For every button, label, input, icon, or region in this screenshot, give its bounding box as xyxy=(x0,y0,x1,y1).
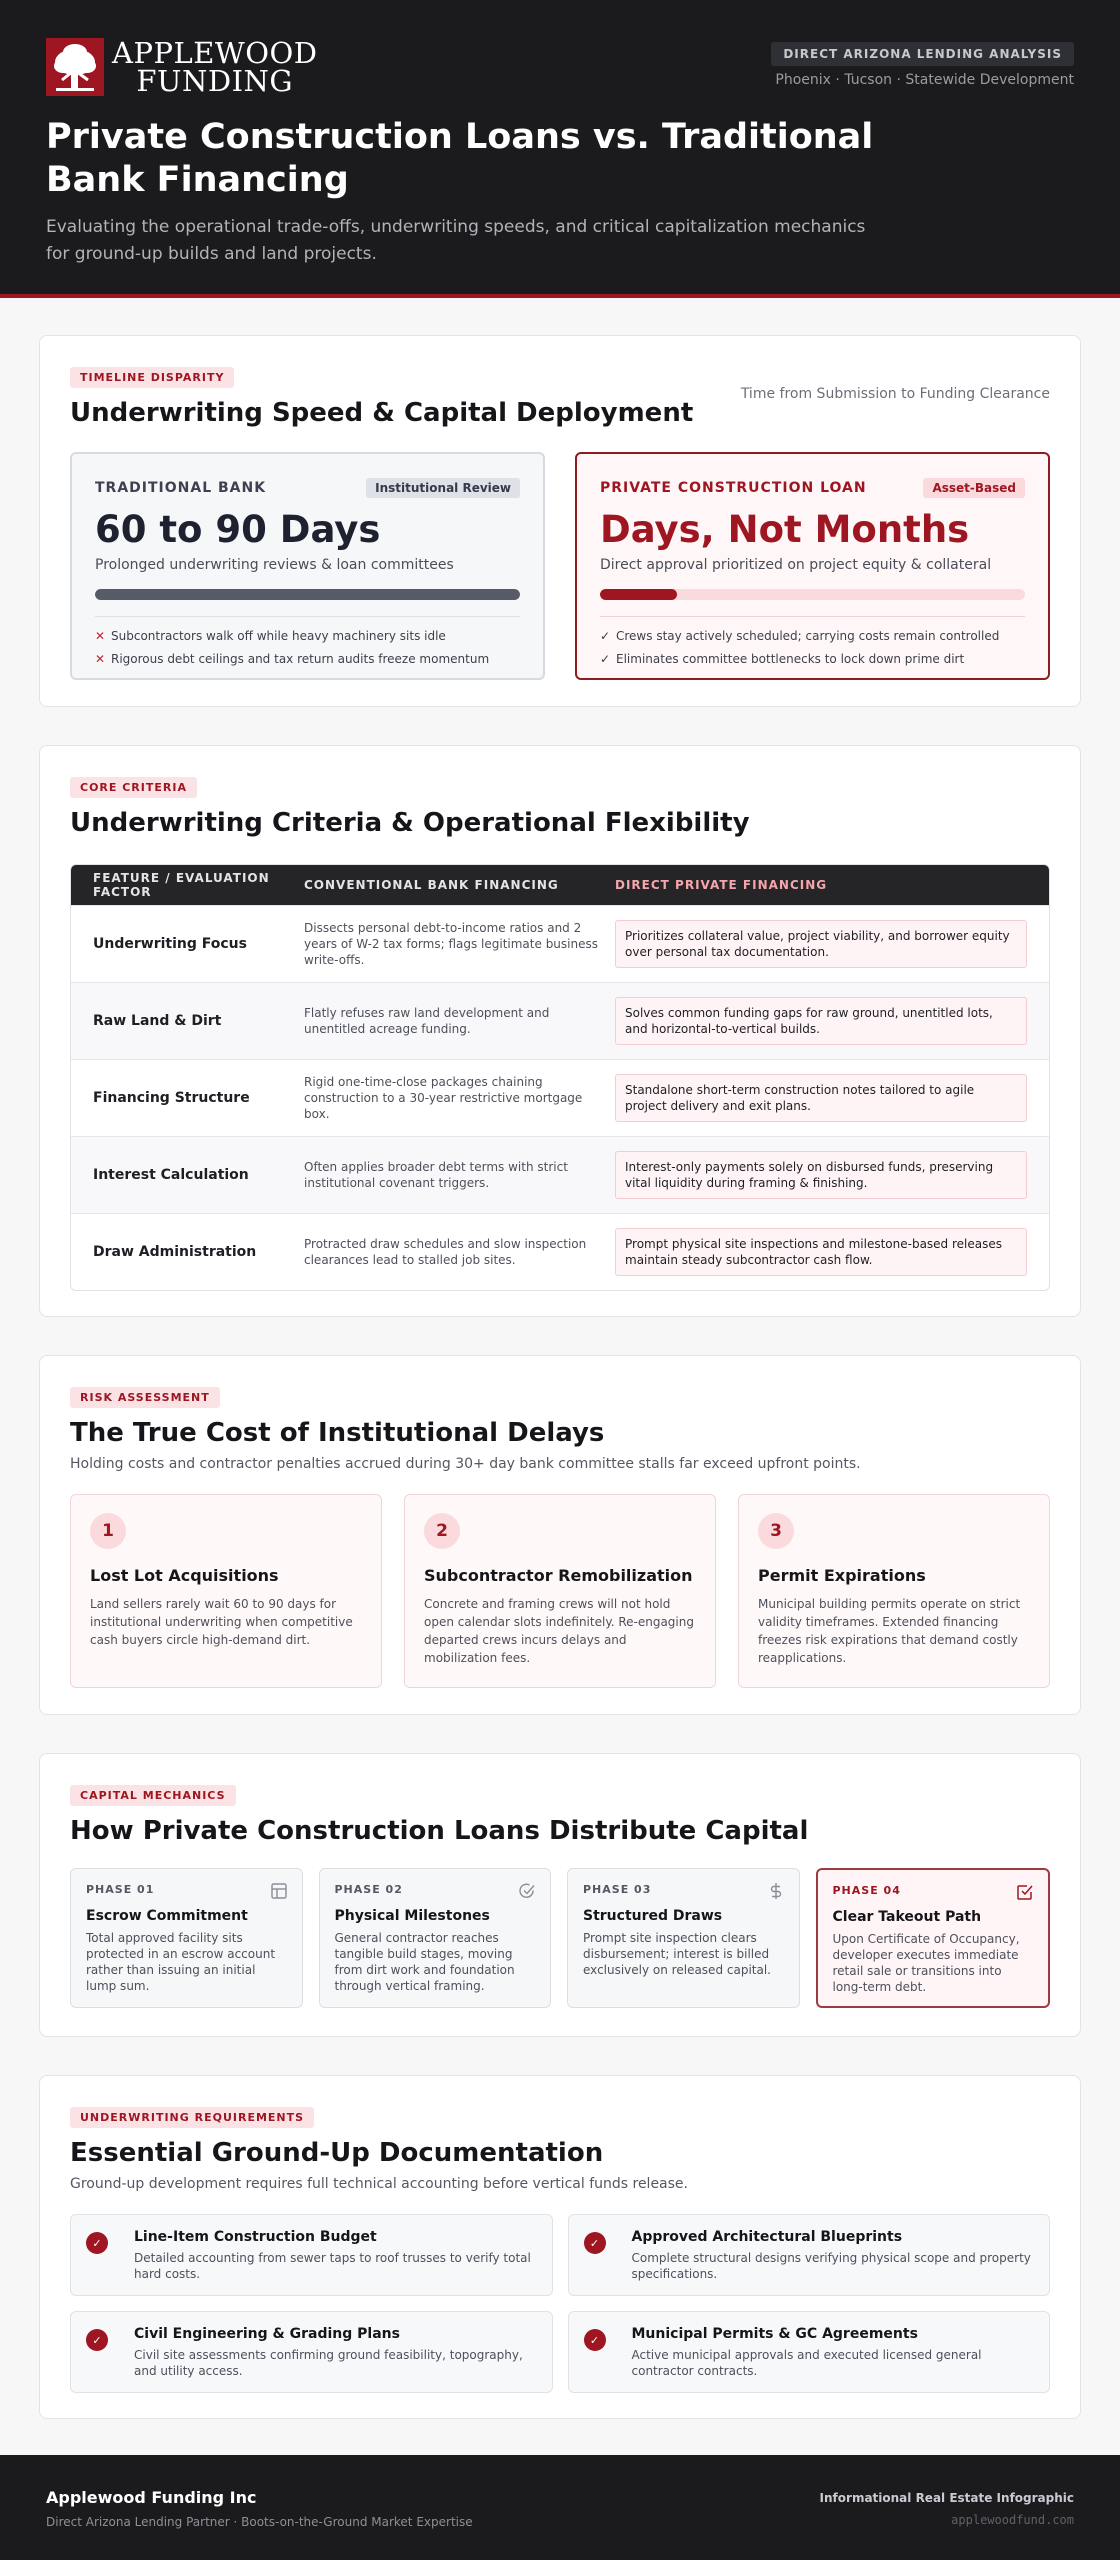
section-title: Essential Ground-Up Documentation xyxy=(70,2138,604,2168)
x-icon: ✕ xyxy=(95,652,106,666)
capital-section xyxy=(39,1753,1081,2037)
divider xyxy=(95,616,520,617)
private-timeline-card xyxy=(575,452,1050,680)
check-icon: ✓ xyxy=(600,629,611,643)
column-header: CONVENTIONAL BANK FINANCING xyxy=(304,878,559,892)
bank-timeline-card xyxy=(70,452,545,680)
private-cell: Prompt physical site inspections and milestone-based releases maintain steady subcontractor cash flow. xyxy=(615,1228,1027,1276)
private-cell: Interest-only payments solely on disbursed funds, preserving vital liquidity during framing & finishing. xyxy=(615,1151,1027,1199)
column-header: DIRECT PRIVATE FINANCING xyxy=(615,878,828,892)
bank-cell: Flatly refuses raw land development and unentitled acreage funding. xyxy=(304,1006,550,1036)
footer-tagline: Direct Arizona Lending Partner · Boots-on-the-Ground Market Expertise xyxy=(46,2515,473,2529)
bank-label: TRADITIONAL BANK xyxy=(95,480,267,496)
divider xyxy=(600,616,1025,617)
phase-card xyxy=(319,1868,552,2008)
phase-card-active xyxy=(816,1868,1051,2008)
check-icon: ✓ xyxy=(584,2329,606,2351)
doc-title: Line-Item Construction Budget xyxy=(134,2229,377,2245)
risk-text: Land sellers rarely wait 60 to 90 days for institutional underwriting when competitive cash buyers circle high-demand dirt. xyxy=(90,1597,353,1647)
section-description: Holding costs and contractor penalties accrued during 30+ day bank committee stalls far exceed upfront points. xyxy=(70,1456,861,1472)
phase-title: Physical Milestones xyxy=(334,1908,490,1924)
table-row xyxy=(71,982,1049,1059)
phase-title: Structured Draws xyxy=(583,1908,723,1924)
feature-cell: Raw Land & Dirt xyxy=(93,1013,222,1029)
check-icon: ✓ xyxy=(600,652,611,666)
section-title: How Private Construction Loans Distribute Capital xyxy=(70,1816,809,1846)
list-item: ✕ Rigorous debt ceilings and tax return audits freeze momentum xyxy=(95,652,490,666)
timeline-section xyxy=(39,335,1081,707)
table-row xyxy=(71,1136,1049,1213)
phase-text: General contractor reaches tangible build stages, moving from dirt work and foundation through vertical framing. xyxy=(334,1931,515,1993)
check-square-icon xyxy=(1016,1883,1034,1901)
list-item: ✕ Subcontractors walk off while heavy machinery sits idle xyxy=(95,629,446,643)
private-progress-bar xyxy=(600,589,1025,600)
private-subtitle: Direct approval prioritized on project equity & collateral xyxy=(600,557,992,573)
private-progress-fill xyxy=(600,589,677,600)
private-cell: Standalone short-term construction notes tailored to agile project delivery and exit plans. xyxy=(615,1074,1027,1122)
section-title: Underwriting Speed & Capital Deployment xyxy=(70,398,694,428)
doc-text: Detailed accounting from sewer taps to roof trusses to verify total hard costs. xyxy=(134,2251,531,2281)
doc-title: Municipal Permits & GC Agreements xyxy=(631,2326,918,2342)
check-icon: ✓ xyxy=(86,2329,108,2351)
docs-section xyxy=(39,2075,1081,2419)
table-row xyxy=(71,1213,1049,1290)
timeline-note: Time from Submission to Funding Clearance xyxy=(740,386,1050,402)
locations-text: Phoenix · Tucson · Statewide Development xyxy=(775,72,1074,88)
list-item: ✓ Crews stay actively scheduled; carrying costs remain controlled xyxy=(600,629,1000,643)
phase-text: Total approved facility sits protected in an escrow account rather than issuing an initial lump sum. xyxy=(86,1931,276,1993)
section-tag: CAPITAL MECHANICS xyxy=(70,1785,236,1806)
risk-number: 2 xyxy=(424,1513,460,1549)
section-title: Underwriting Criteria & Operational Flexibility xyxy=(70,808,750,838)
footer-company: Applewood Funding Inc xyxy=(46,2488,257,2507)
section-tag: TIMELINE DISPARITY xyxy=(70,367,234,388)
check-circle-icon xyxy=(518,1882,536,1900)
logo-wordmark: APPLEWOOD FUNDING xyxy=(112,36,318,98)
section-tag: UNDERWRITING REQUIREMENTS xyxy=(70,2107,314,2128)
phase-label: PHASE 03 xyxy=(583,1883,652,1896)
doc-text: Active municipal approvals and executed licensed general contractor contracts. xyxy=(631,2348,982,2378)
section-title: The True Cost of Institutional Delays xyxy=(70,1418,605,1448)
risk-number: 1 xyxy=(90,1513,126,1549)
bank-pill: Institutional Review xyxy=(366,478,520,498)
phase-card xyxy=(70,1868,303,2008)
phase-title: Escrow Commitment xyxy=(86,1908,248,1924)
phase-label: PHASE 04 xyxy=(832,1884,901,1897)
phase-title: Clear Takeout Path xyxy=(832,1909,982,1925)
analysis-badge: DIRECT ARIZONA LENDING ANALYSIS xyxy=(771,42,1074,66)
section-tag: RISK ASSESSMENT xyxy=(70,1387,220,1408)
phase-text: Upon Certificate of Occupancy, developer executes immediate retail sale or transitions into long-term debt. xyxy=(832,1932,1020,1994)
feature-cell: Interest Calculation xyxy=(93,1167,249,1183)
table-header xyxy=(71,865,1049,905)
doc-item xyxy=(70,2311,553,2393)
phase-label: PHASE 02 xyxy=(334,1883,403,1896)
bank-cell: Protracted draw schedules and slow inspection clearances lead to stalled job sites. xyxy=(304,1237,587,1267)
footer-website-link[interactable]: applewoodfund.com xyxy=(951,2513,1074,2527)
section-description: Ground-up development requires full technical accounting before vertical funds release. xyxy=(70,2176,688,2192)
doc-item xyxy=(568,2311,1051,2393)
bank-cell: Dissects personal debt-to-income ratios and 2 years of W-2 tax forms; flags legitimate business write-offs. xyxy=(304,921,598,967)
x-icon: ✕ xyxy=(95,629,106,643)
bank-cell: Rigid one-time-close packages chaining construction to a 30-year restrictive mortgage box. xyxy=(304,1075,583,1121)
risk-section xyxy=(39,1355,1081,1715)
doc-item xyxy=(568,2214,1051,2296)
bank-subtitle: Prolonged underwriting reviews & loan committees xyxy=(95,557,454,573)
private-cell: Prioritizes collateral value, project viability, and borrower equity over personal tax documentation. xyxy=(615,920,1027,968)
section-tag: CORE CRITERIA xyxy=(70,777,197,798)
bank-progress-fill xyxy=(95,589,520,600)
private-label: PRIVATE CONSTRUCTION LOAN xyxy=(600,480,867,496)
risk-title: Lost Lot Acquisitions xyxy=(90,1566,279,1585)
check-icon: ✓ xyxy=(584,2232,606,2254)
risk-text: Concrete and framing crews will not hold open calendar slots indefinitely. Re-engaging departed crews incurs delays and mobilization fees. xyxy=(424,1597,694,1665)
bank-progress-bar xyxy=(95,589,520,600)
page-title: Private Construction Loans vs. Traditional Bank Financing xyxy=(46,117,874,200)
risk-card xyxy=(70,1494,382,1688)
footer-title: Informational Real Estate Infographic xyxy=(819,2491,1074,2505)
table-row xyxy=(71,1059,1049,1136)
bank-cell: Often applies broader debt terms with strict institutional covenant triggers. xyxy=(304,1160,568,1190)
risk-text: Municipal building permits operate on strict validity timeframes. Extended financing freezes risk expirations that demand costly reapplications. xyxy=(758,1597,1021,1665)
calculator-icon xyxy=(270,1882,288,1900)
private-pill: Asset-Based xyxy=(923,478,1025,498)
dollar-icon xyxy=(767,1882,785,1900)
risk-title: Subcontractor Remobilization xyxy=(424,1566,693,1585)
table-row xyxy=(71,905,1049,982)
feature-cell: Underwriting Focus xyxy=(93,936,247,952)
phase-text: Prompt site inspection clears disbursement; interest is billed exclusively on released capital. xyxy=(583,1931,771,1977)
private-headline: Days, Not Months xyxy=(600,508,970,551)
criteria-section xyxy=(39,745,1081,1317)
feature-cell: Financing Structure xyxy=(93,1090,250,1106)
doc-title: Approved Architectural Blueprints xyxy=(631,2229,903,2245)
private-cell: Solves common funding gaps for raw ground, unentitled lots, and horizontal-to-vertical builds. xyxy=(615,997,1027,1045)
page-footer xyxy=(0,2455,1120,2560)
risk-card xyxy=(738,1494,1050,1688)
criteria-table xyxy=(70,864,1050,1291)
phase-label: PHASE 01 xyxy=(86,1883,155,1896)
doc-item xyxy=(70,2214,553,2296)
column-header: FEATURE / EVALUATION FACTOR xyxy=(93,871,270,899)
doc-text: Complete structural designs verifying physical scope and property specifications. xyxy=(631,2251,1031,2281)
list-item: ✓ Eliminates committee bottlenecks to lock down prime dirt xyxy=(600,652,965,666)
doc-title: Civil Engineering & Grading Plans xyxy=(134,2326,400,2342)
phase-card xyxy=(567,1868,800,2008)
feature-cell: Draw Administration xyxy=(93,1244,257,1260)
page-header xyxy=(0,0,1120,298)
page-description: Evaluating the operational trade-offs, underwriting speeds, and critical capitalization mechanics for ground-up builds and land projects. xyxy=(46,217,866,264)
risk-title: Permit Expirations xyxy=(758,1566,926,1585)
check-icon: ✓ xyxy=(86,2232,108,2254)
bank-headline: 60 to 90 Days xyxy=(95,508,381,551)
risk-card xyxy=(404,1494,716,1688)
tree-logo-icon xyxy=(46,38,104,96)
risk-number: 3 xyxy=(758,1513,794,1549)
doc-text: Civil site assessments confirming ground feasibility, topography, and utility access. xyxy=(134,2348,523,2378)
